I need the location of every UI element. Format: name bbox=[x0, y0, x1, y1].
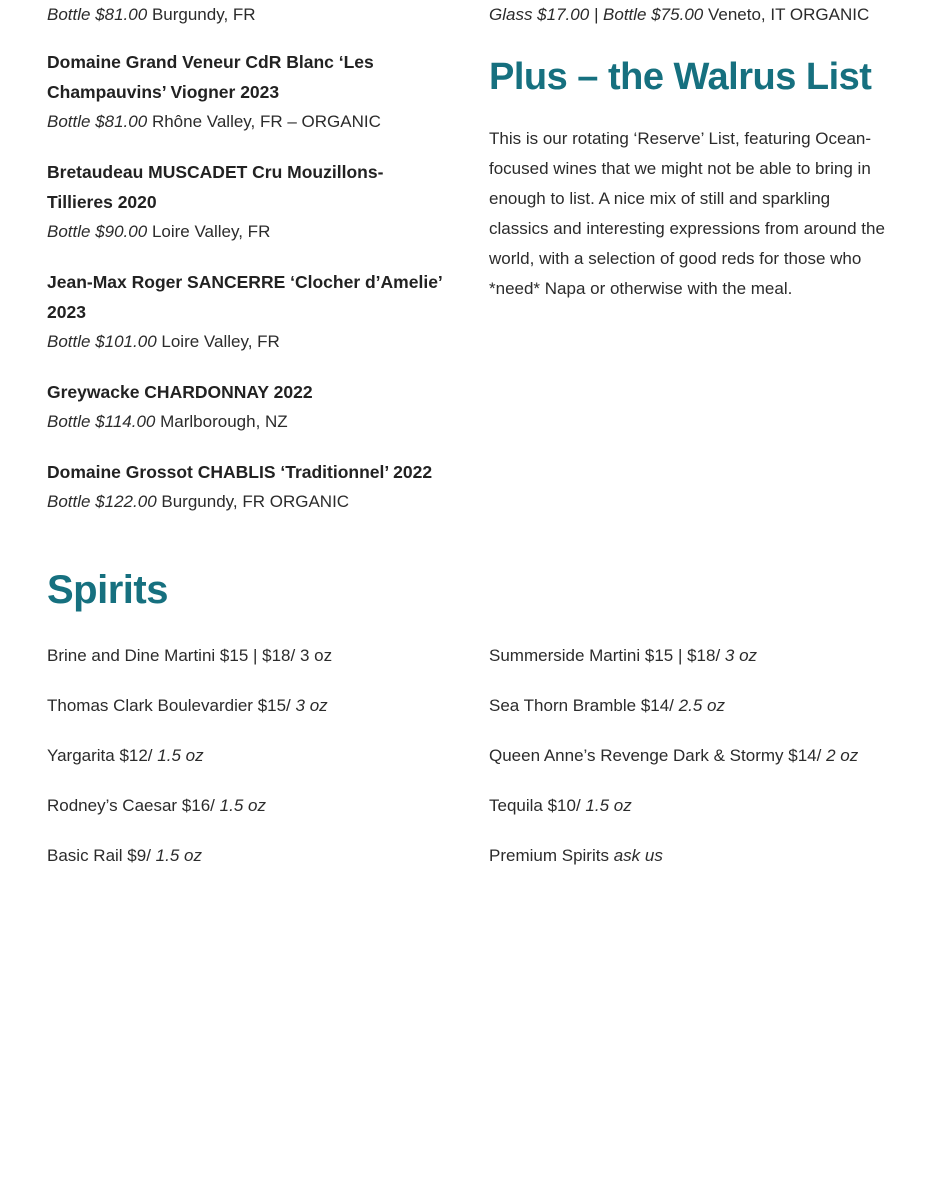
spirits-column-left bbox=[47, 641, 449, 891]
spirit-item bbox=[47, 641, 449, 671]
wine-price: Glass $17.00 | Bottle $75.00 bbox=[489, 5, 704, 24]
spirit-item bbox=[489, 691, 891, 721]
wine-region: Loire Valley, FR bbox=[151, 222, 271, 241]
wine-price: Bottle $81.00 bbox=[47, 5, 148, 24]
spirit-label: Queen Anne’s Revenge Dark & Stormy $14/ bbox=[489, 746, 822, 765]
wine-name: Bretaudeau MUSCADET Cru Mouzillons-Tillieres 2020 bbox=[47, 162, 384, 212]
wine-meta-line bbox=[47, 407, 449, 437]
walrus-list-heading: Plus – the Walrus List bbox=[489, 56, 872, 98]
spirit-label: Thomas Clark Boulevardier $15/ bbox=[47, 696, 291, 715]
spirit-label: Yargarita $12/ bbox=[47, 746, 153, 765]
spirits-section bbox=[47, 641, 891, 891]
wine-price: Bottle $114.00 bbox=[47, 412, 156, 431]
spirit-label: Brine and Dine Martini $15 | $18/ bbox=[47, 646, 296, 665]
wine-column-right bbox=[489, 0, 891, 304]
wine-price: Bottle $90.00 bbox=[47, 222, 148, 241]
spirit-item bbox=[489, 791, 891, 821]
spirit-label: Summerside Martini $15 | $18/ bbox=[489, 646, 721, 665]
spirit-label: Sea Thorn Bramble $14/ bbox=[489, 696, 674, 715]
wine-meta-line bbox=[489, 0, 891, 30]
spirit-size: 1.5 oz bbox=[219, 796, 266, 815]
walrus-list-description: This is our rotating ‘Reserve’ List, featuring Ocean-focused wines that we might not be able to bring in enough to list. A nice mix of still and sparkling classics and interesting expressions from around the world, with a selection of good reds for those who *need* Napa or otherwise with the meal. bbox=[489, 128, 885, 298]
spirit-size: 3 oz bbox=[724, 646, 758, 665]
wine-meta-line bbox=[47, 107, 449, 137]
wine-meta-line bbox=[47, 487, 449, 517]
wine-item bbox=[47, 47, 449, 137]
spirit-label: Basic Rail $9/ bbox=[47, 846, 151, 865]
wine-section bbox=[47, 0, 891, 537]
spirit-item bbox=[47, 841, 449, 871]
spirit-label: Premium Spirits bbox=[489, 846, 609, 865]
spirit-size: 1.5 oz bbox=[155, 846, 202, 865]
spirits-heading: Spirits bbox=[47, 568, 168, 612]
wine-price: Bottle $81.00 bbox=[47, 112, 148, 131]
wine-name: Domaine Grand Veneur CdR Blanc ‘Les Champauvins’ Viogner 2023 bbox=[47, 52, 374, 102]
spirit-size: 1.5 oz bbox=[157, 746, 204, 765]
spirit-size: 3 oz bbox=[295, 696, 328, 715]
spirit-item bbox=[47, 791, 449, 821]
spirit-item bbox=[47, 741, 449, 771]
wine-price: Bottle $101.00 bbox=[47, 332, 157, 351]
wine-name: Domaine Grossot CHABLIS ‘Traditionnel’ 2022 bbox=[47, 462, 433, 482]
wine-item bbox=[47, 457, 449, 517]
spirit-label: Rodney’s Caesar $16/ bbox=[47, 796, 215, 815]
wine-item bbox=[47, 157, 449, 247]
spirit-item bbox=[489, 641, 891, 671]
wine-meta-line bbox=[47, 327, 449, 357]
spirit-item bbox=[47, 691, 449, 721]
spirit-item bbox=[489, 841, 891, 871]
wine-region: Marlborough, NZ bbox=[160, 412, 288, 431]
wine-item bbox=[47, 377, 449, 437]
wine-region: Loire Valley, FR bbox=[161, 332, 280, 351]
wine-name: Jean-Max Roger SANCERRE ‘Clocher d’Amelie’ 2023 bbox=[47, 272, 442, 322]
spirit-size: ask us bbox=[613, 846, 663, 865]
spirit-label: Tequila $10/ bbox=[489, 796, 581, 815]
wine-price: Bottle $122.00 bbox=[47, 492, 157, 511]
wine-name: Greywacke CHARDONNAY 2022 bbox=[47, 382, 313, 402]
wine-column-left bbox=[47, 0, 449, 537]
wine-region: Veneto, IT ORGANIC bbox=[707, 5, 870, 24]
spirit-size: 2 oz bbox=[826, 746, 859, 765]
wine-meta-line bbox=[47, 217, 449, 247]
wine-region: Burgundy, FR ORGANIC bbox=[161, 492, 350, 511]
wine-meta-line bbox=[47, 0, 449, 30]
spirit-size: 3 oz bbox=[299, 646, 333, 665]
wine-region: Rhône Valley, FR – ORGANIC bbox=[151, 112, 381, 131]
spirit-size: 1.5 oz bbox=[585, 796, 632, 815]
wine-item bbox=[47, 267, 449, 357]
wine-region: Burgundy, FR bbox=[151, 5, 256, 24]
spirit-size: 2.5 oz bbox=[678, 696, 725, 715]
spirit-item bbox=[489, 741, 891, 771]
spirits-column-right bbox=[489, 641, 891, 891]
